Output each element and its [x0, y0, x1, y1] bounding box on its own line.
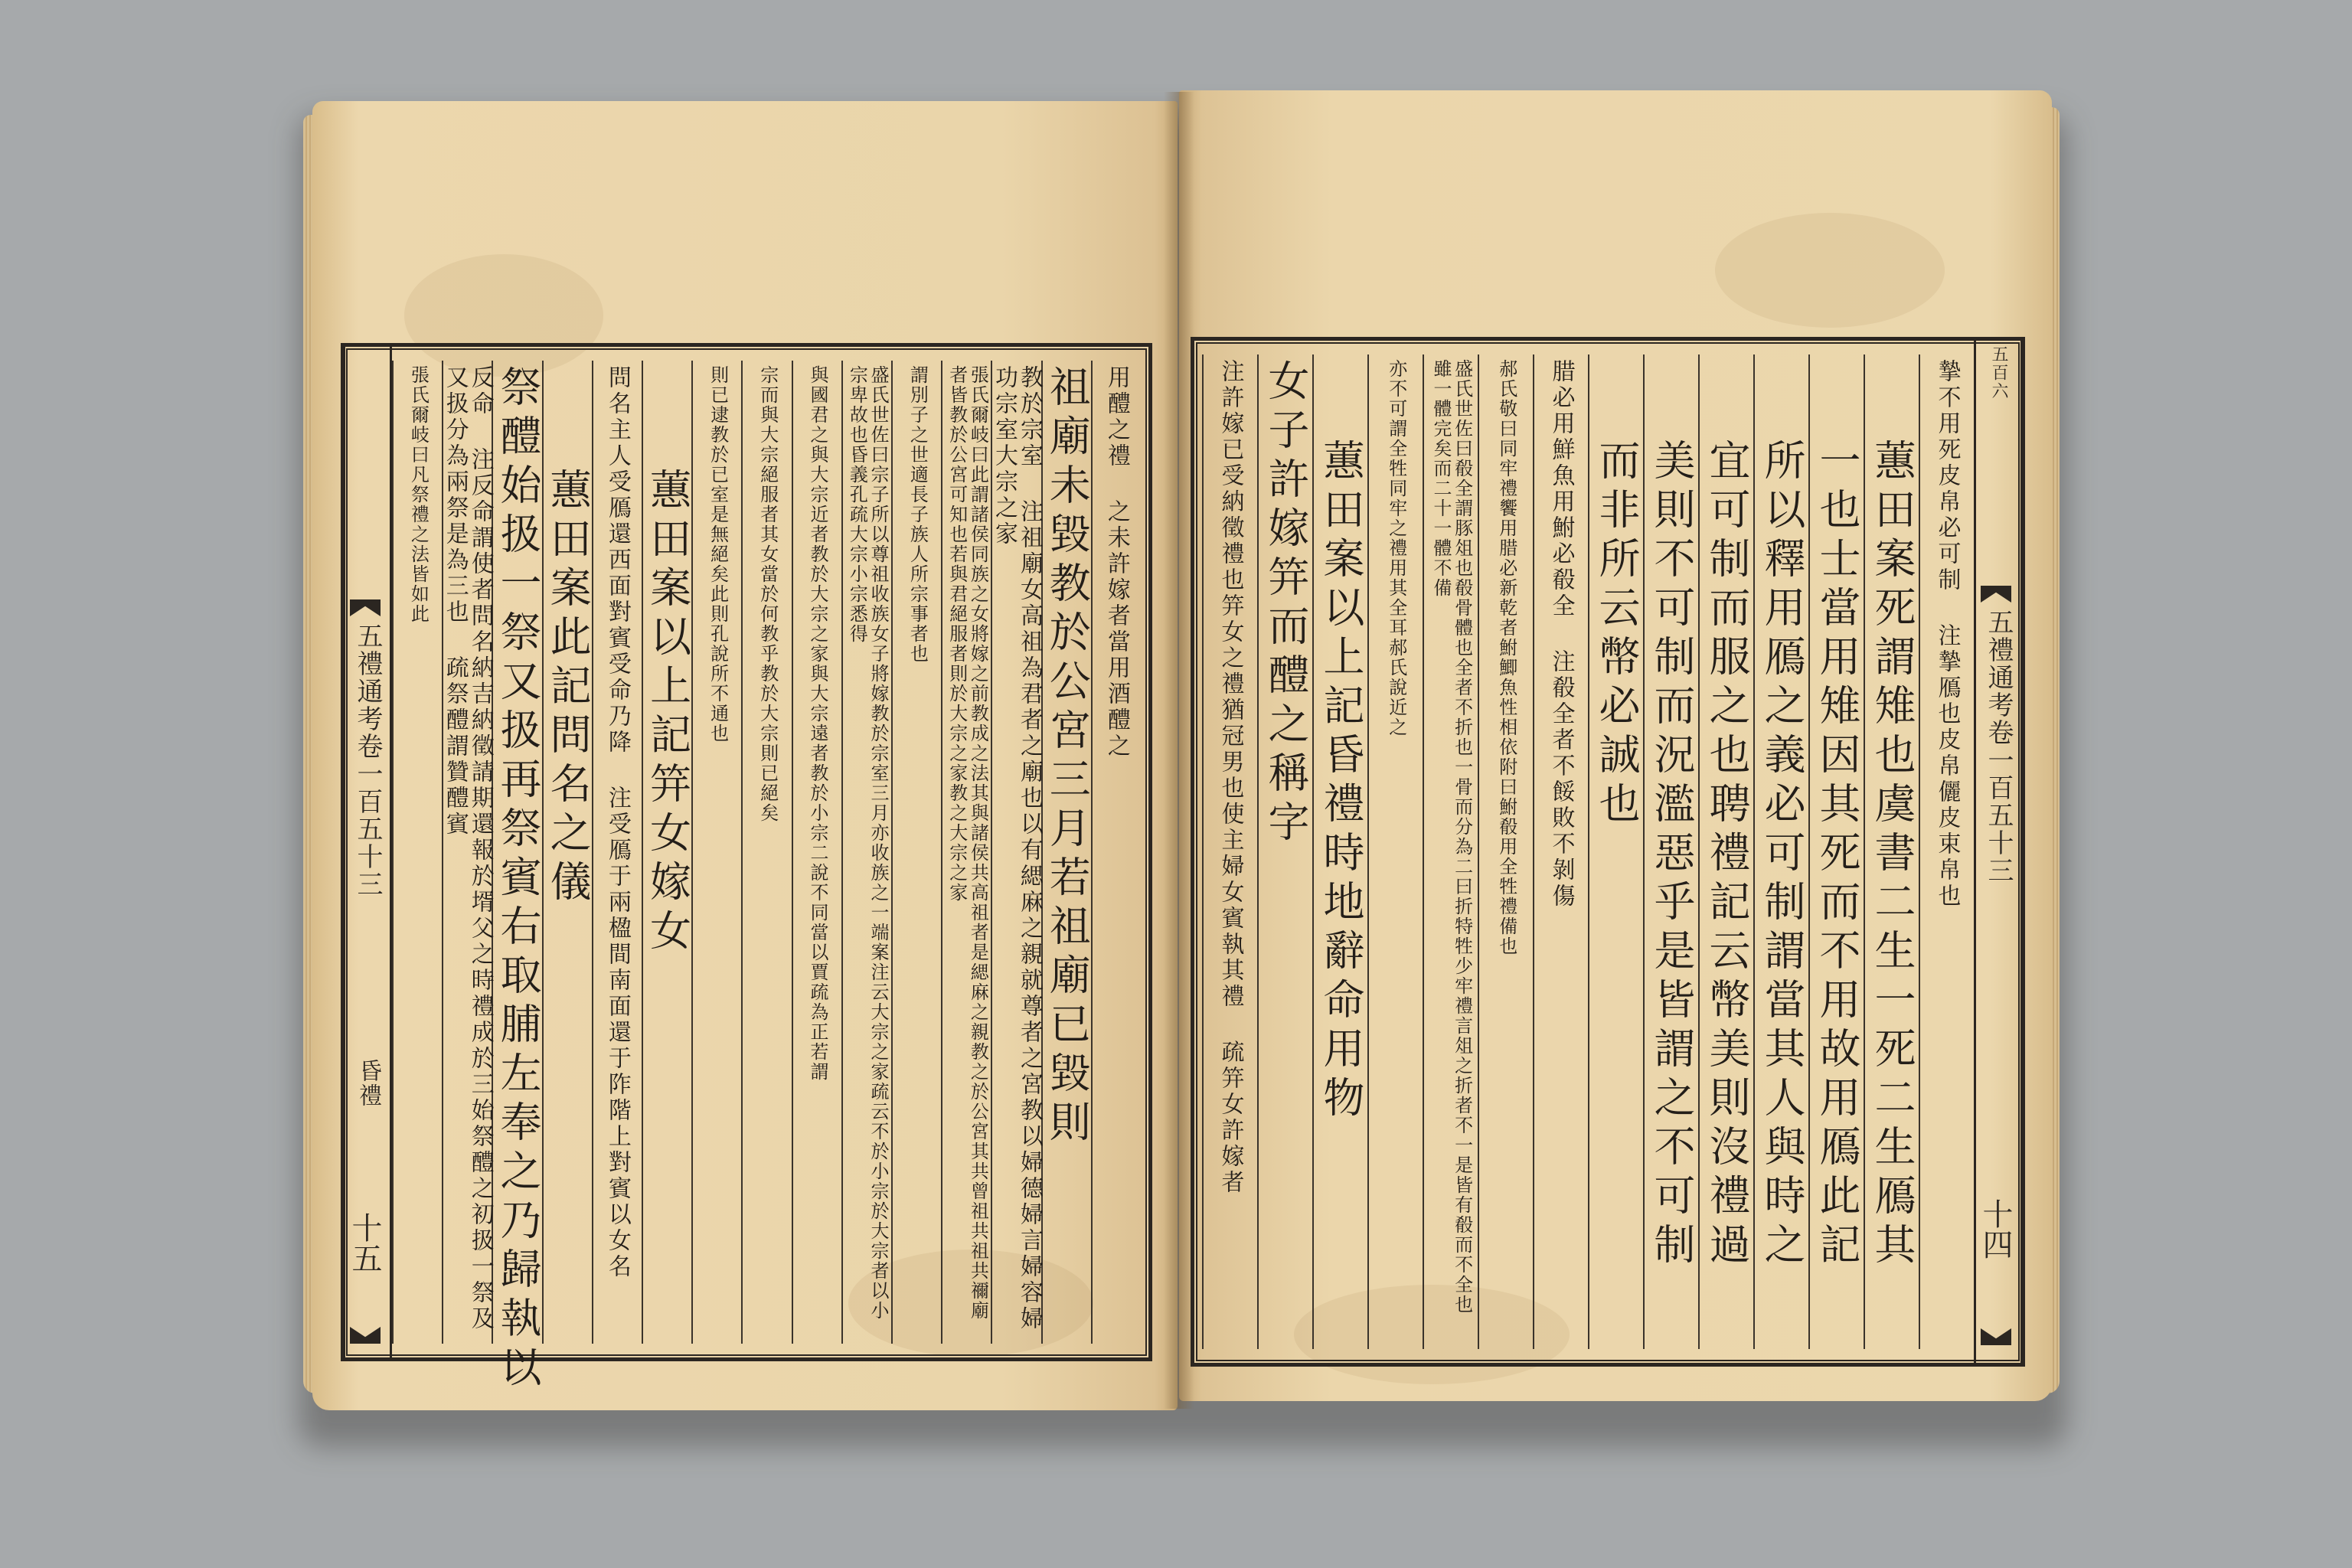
- paper-stain: [1715, 213, 1945, 328]
- text-column: [1864, 354, 1919, 1349]
- fishtail-mark: [350, 599, 381, 616]
- right-banxin-title: 五禮通考卷一百五十三: [1983, 609, 2014, 884]
- column-text: 用醴之禮 之未許嫁者當用酒醴之: [1102, 365, 1130, 760]
- text-column: [1588, 354, 1643, 1349]
- column-text: 盛氏世佐曰宗子所以尊祖收族女子將嫁教於宗室三月亦收族之一端案注云大宗之家疏云不於小宗於大宗者以小宗卑故也昏義孔疏大宗小宗悉得: [846, 365, 889, 1321]
- text-column: [1698, 354, 1753, 1349]
- text-column: [442, 361, 492, 1344]
- left-text-columns: [392, 361, 1141, 1394]
- text-column: [1533, 354, 1588, 1349]
- column-text: 問名主人受鴈還西面對賓受命乃降 注受鴈于兩楹間南面還于阼階上對賓以女名: [603, 365, 631, 1280]
- text-column: [542, 361, 592, 1344]
- column-text: 宗而與大宗絕服者其女當於何教乎教於大宗則已絕矣: [756, 365, 779, 823]
- column-text: 祖廟未毀教於公宮三月若祖廟已毀則: [1043, 365, 1092, 1149]
- column-text: 則已逮教於已室是無絕矣此則孔說所不通也: [707, 365, 729, 743]
- text-column: [1808, 354, 1864, 1349]
- text-column: [1367, 354, 1423, 1349]
- column-text: 注許嫁已受納徵禮也笄女之禮猶冠男也使主婦女賓執其禮 疏笄女許嫁者: [1217, 359, 1244, 1196]
- right-text-columns: [1202, 354, 1974, 1349]
- column-text: 蕙田案死謂雉也虞書二生一死二生鴈其: [1868, 439, 1916, 1272]
- right-banxin-top-number: 五百六: [1989, 345, 2008, 400]
- text-column: [1257, 354, 1312, 1349]
- column-text: 盛氏世佐曰殽全謂豚俎也殽骨體也全者不折也一骨而分為二曰折特牲少牢禮言俎之折者不一是皆有殽而不全也雖一體完矣而二十一體不備: [1430, 359, 1473, 1315]
- column-text: 而非所云幣必誠也: [1592, 439, 1641, 831]
- text-column: [592, 361, 642, 1344]
- text-column: [1091, 361, 1141, 1344]
- column-text: 謂別子之世適長子族人所宗事者也: [906, 365, 929, 664]
- text-column: [941, 361, 991, 1344]
- left-banxin: [343, 347, 392, 1357]
- column-text: 宜可制而服之也聘禮記云幣美則沒禮過: [1703, 439, 1751, 1272]
- right-text-frame: [1191, 337, 2025, 1367]
- right-folio-number: 十四: [1978, 1198, 2013, 1259]
- column-text: 郝氏敬曰同牢禮饗用腊必新乾者鮒鯽魚性相依附曰鮒殽用全牲禮備也: [1495, 359, 1517, 956]
- text-column: [392, 361, 442, 1344]
- column-text: 祭醴始扱一祭又扱再祭賓右取脯左奉之乃歸執以: [493, 365, 542, 1394]
- left-banxin-subtitle: 昏禮: [354, 1059, 381, 1108]
- text-column: [1478, 354, 1533, 1349]
- text-column: [492, 361, 542, 1394]
- text-column: [1753, 354, 1808, 1349]
- column-text: 張氏爾岐曰此謂諸侯同族之女將嫁之前教成之法其與諸侯共高祖者是緦麻之親教之於公宮其共曾祖共祖共禰廟者皆教於公宮可知也若與君絕服者則於大宗之家教之大宗之家: [946, 365, 989, 1321]
- fishtail-mark: [350, 1327, 381, 1344]
- column-text: 一也士當用雉因其死而不用故用鴈此記: [1813, 439, 1861, 1272]
- text-column: [1202, 354, 1257, 1349]
- text-column: [691, 361, 741, 1344]
- text-column: [1643, 354, 1698, 1349]
- text-column: [792, 361, 841, 1344]
- column-text: 張氏爾岐曰凡祭禮之法皆如此: [407, 365, 430, 624]
- column-text: 亦不可謂全牲同牢之禮用其全耳郝氏說近之: [1385, 359, 1407, 737]
- left-text-frame: [341, 343, 1152, 1394]
- fishtail-mark: [1981, 586, 2011, 603]
- left-folio-number: 十五: [347, 1212, 382, 1273]
- text-column: [841, 361, 891, 1344]
- text-column: [891, 361, 941, 1344]
- right-banxin: [1974, 341, 2023, 1363]
- left-banxin-title: 五禮通考卷一百五十三: [352, 622, 383, 898]
- column-text: 摯不用死皮帛必可制 注摯鴈也皮帛儷皮束帛也: [1933, 359, 1961, 910]
- column-text: 所以釋用鴈之義必可制謂當其人與時之: [1758, 439, 1806, 1272]
- text-column: [990, 361, 1043, 1344]
- column-text: 女子許嫁笄而醴之稱字: [1262, 359, 1310, 849]
- text-column: [741, 361, 791, 1344]
- column-text: 教於宗室 注祖廟女高祖為君者之廟也以有緦麻之親就尊者之宮教以婦德婦言婦容婦功宗室大宗之家: [990, 365, 1043, 1332]
- text-column: [1312, 354, 1367, 1349]
- text-column: [1919, 354, 1974, 1349]
- column-text: 美則不可制而況濫惡乎是皆謂之不可制: [1648, 439, 1696, 1272]
- column-text: 蕙田案此記問名之儀: [544, 468, 593, 909]
- column-text: 蕙田案以上記笄女嫁女: [643, 468, 692, 958]
- text-column: [642, 361, 691, 1344]
- column-text: 與國君之與大宗近者教於大宗之家與大宗遠者教於小宗二說不同當以賈疏為正若謂: [806, 365, 828, 1082]
- column-text: 反命 注反命謂使者問名納吉納徵請期還報於壻父之時禮成於三始祭醴之初扱一祭及又扱分為兩祭是為三也 疏祭醴謂贊醴賓: [441, 365, 494, 1332]
- book-gutter: [1164, 92, 1194, 1409]
- fishtail-mark: [1981, 1328, 2011, 1345]
- column-text: 腊必用鮮魚用鮒必殽全 注殽全者不餒敗不剝傷: [1547, 359, 1575, 910]
- text-column: [1041, 361, 1091, 1344]
- column-text: 蕙田案以上記昏禮時地辭命用物: [1317, 439, 1365, 1125]
- text-column: [1423, 354, 1478, 1349]
